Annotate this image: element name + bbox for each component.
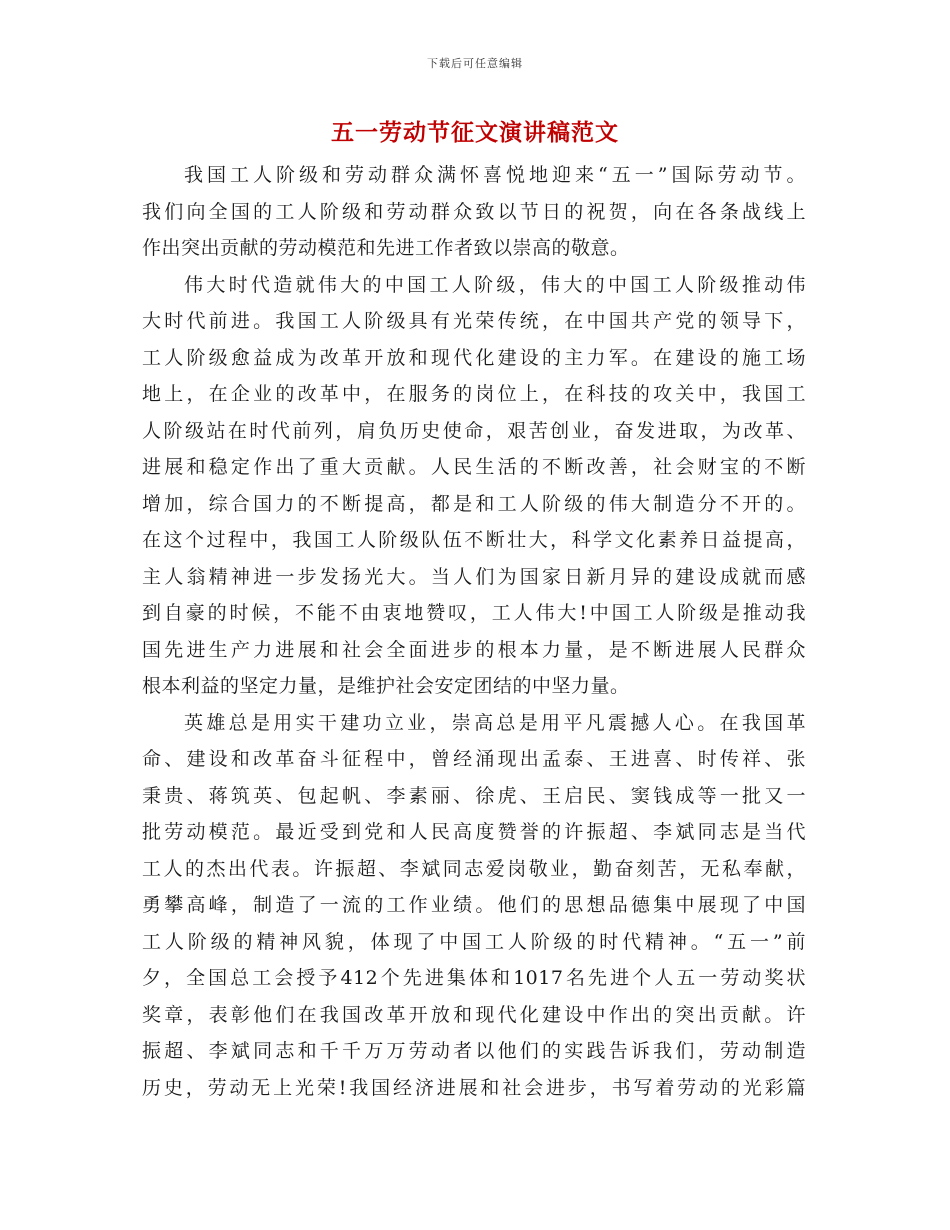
text-line: 我国工人阶级和劳动群众满怀喜悦地迎来“五一”国际劳动节。 <box>184 164 806 186</box>
text-line: 伟大时代造就伟大的中国工人阶级，伟大的中国工人阶级推动伟 <box>184 273 806 296</box>
text-line: 根本利益的坚定力量，是维护社会安定团结的中坚力量。 <box>142 675 630 697</box>
text-line: 工人阶级的精神风貌，体现了中国工人阶级的时代精神。“五一”前 <box>142 930 806 953</box>
text-line: 在这个过程中，我国工人阶级队伍不断壮大，科学文化素养日益提高， <box>142 529 806 551</box>
text-line: 工人阶级愈益成为改革开放和现代化建设的主力军。在建设的施工场 <box>142 346 806 369</box>
text-line: 振超、李斌同志和千千万万劳动者以他们的实践告诉我们，劳动制造 <box>142 1040 806 1062</box>
text-line: 夕，全国总工会授予412个先进集体和1017名先进个人五一劳动奖状 <box>142 967 806 989</box>
text-line: 秉贵、蒋筑英、包起帆、李素丽、徐虎、王启民、窦钱成等一批又一 <box>142 784 806 807</box>
paragraph-3 <box>142 705 806 1107</box>
text-line: 国先进生产力进展和社会全面进步的根本力量，是不断进展人民群众 <box>142 638 806 661</box>
paragraph-2 <box>142 267 806 705</box>
page-header-note: 下载后可任意编辑 <box>427 57 523 70</box>
text-line: 作出突出贡献的劳动模范和先进工作者致以崇高的敬意。 <box>142 237 630 259</box>
text-line: 人阶级站在时代前列，肩负历史使命，艰苦创业，奋发进取，为改革、 <box>142 419 806 442</box>
document-body <box>142 157 806 1106</box>
text-line: 工人的杰出代表。许振超、李斌同志爱岗敬业，勤奋刻苦，无私奉献， <box>142 857 806 880</box>
text-line: 增加，综合国力的不断提高，都是和工人阶级的伟大制造分不开的。 <box>142 492 806 515</box>
document-title: 五一劳动节征文演讲稿范文 <box>331 119 619 146</box>
text-line: 历史，劳动无上光荣!我国经济进展和社会进步，书写着劳动的光彩篇 <box>142 1076 806 1099</box>
paragraph-1 <box>142 157 806 267</box>
text-line: 大时代前进。我国工人阶级具有光荣传统，在中国共产党的领导下， <box>142 310 806 332</box>
text-line: 勇攀高峰，制造了一流的工作业绩。他们的思想品德集中展现了中国 <box>142 894 806 916</box>
text-line: 地上，在企业的改革中，在服务的岗位上，在科技的攻关中，我国工 <box>142 383 806 405</box>
text-line: 进展和稳定作出了重大贡献。人民生活的不断改善，社会财宝的不断 <box>142 456 806 478</box>
text-line: 主人翁精神进一步发扬光大。当人们为国家日新月异的建设成就而感 <box>142 565 806 588</box>
text-line: 到自豪的时候，不能不由衷地赞叹，工人伟大!中国工人阶级是推动我 <box>142 602 806 624</box>
text-line: 英雄总是用实干建功立业，崇高总是用平凡震撼人心。在我国革 <box>184 711 806 734</box>
text-line: 奖章，表彰他们在我国改革开放和现代化建设中作出的突出贡献。许 <box>142 1003 806 1026</box>
text-line: 我们向全国的工人阶级和劳动群众致以节日的祝贺，向在各条战线上 <box>142 200 806 223</box>
text-line: 批劳动模范。最近受到党和人民高度赞誉的许振超、李斌同志是当代 <box>142 821 806 843</box>
text-line: 命、建设和改革奋斗征程中，曾经涌现出孟泰、王进喜、时传祥、张 <box>142 748 806 770</box>
